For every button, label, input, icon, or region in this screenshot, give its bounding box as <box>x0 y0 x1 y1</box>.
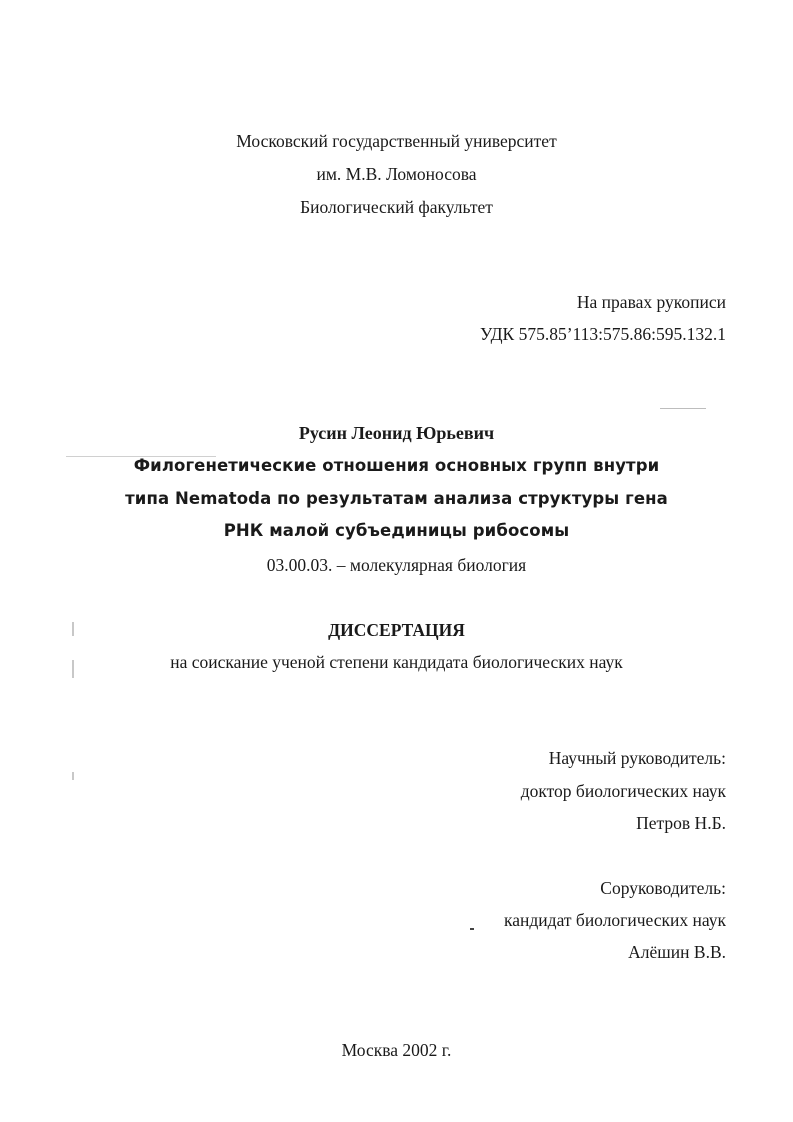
document-type: ДИССЕРТАЦИЯ <box>328 620 465 640</box>
specialty-code: 03.00.03. – молекулярная биология <box>266 555 527 575</box>
supervisor-name: Петров Н.Б. <box>636 813 726 833</box>
supervisor-label: Научный руководитель: <box>548 748 726 768</box>
faculty-name: Биологический факультет <box>300 197 493 217</box>
degree-sought: на соискание ученой степени кандидата биологических наук <box>170 652 623 672</box>
scan-mark-top-right <box>660 408 706 409</box>
named-after: им. М.В. Ломоносова <box>316 164 477 184</box>
author-name: Русин Леонид Юрьевич <box>298 423 495 443</box>
thesis-title-line-3: РНК малой субъединицы рибосомы <box>223 521 570 540</box>
co-supervisor-label: Соруководитель: <box>600 878 726 898</box>
co-supervisor-name: Алёшин В.В. <box>628 942 726 962</box>
thesis-title-line-1: Филогенетические отношения основных групп внутри <box>133 456 660 475</box>
supervisor-degree: доктор биологических наук <box>520 781 726 801</box>
university-name: Московский государственный университет <box>236 131 557 151</box>
scan-mark-margin-3 <box>72 772 74 780</box>
co-supervisor-degree: кандидат биологических наук <box>504 910 726 930</box>
thesis-title-line-2: типа Nematoda по результатам анализа структуры гена <box>125 489 668 508</box>
place-and-year: Москва 2002 г. <box>341 1040 452 1060</box>
scan-mark-pen <box>470 928 474 930</box>
manuscript-rights: На правах рукописи <box>576 292 726 312</box>
udc-code: УДК 575.85’113:575.86:595.132.1 <box>479 324 726 344</box>
